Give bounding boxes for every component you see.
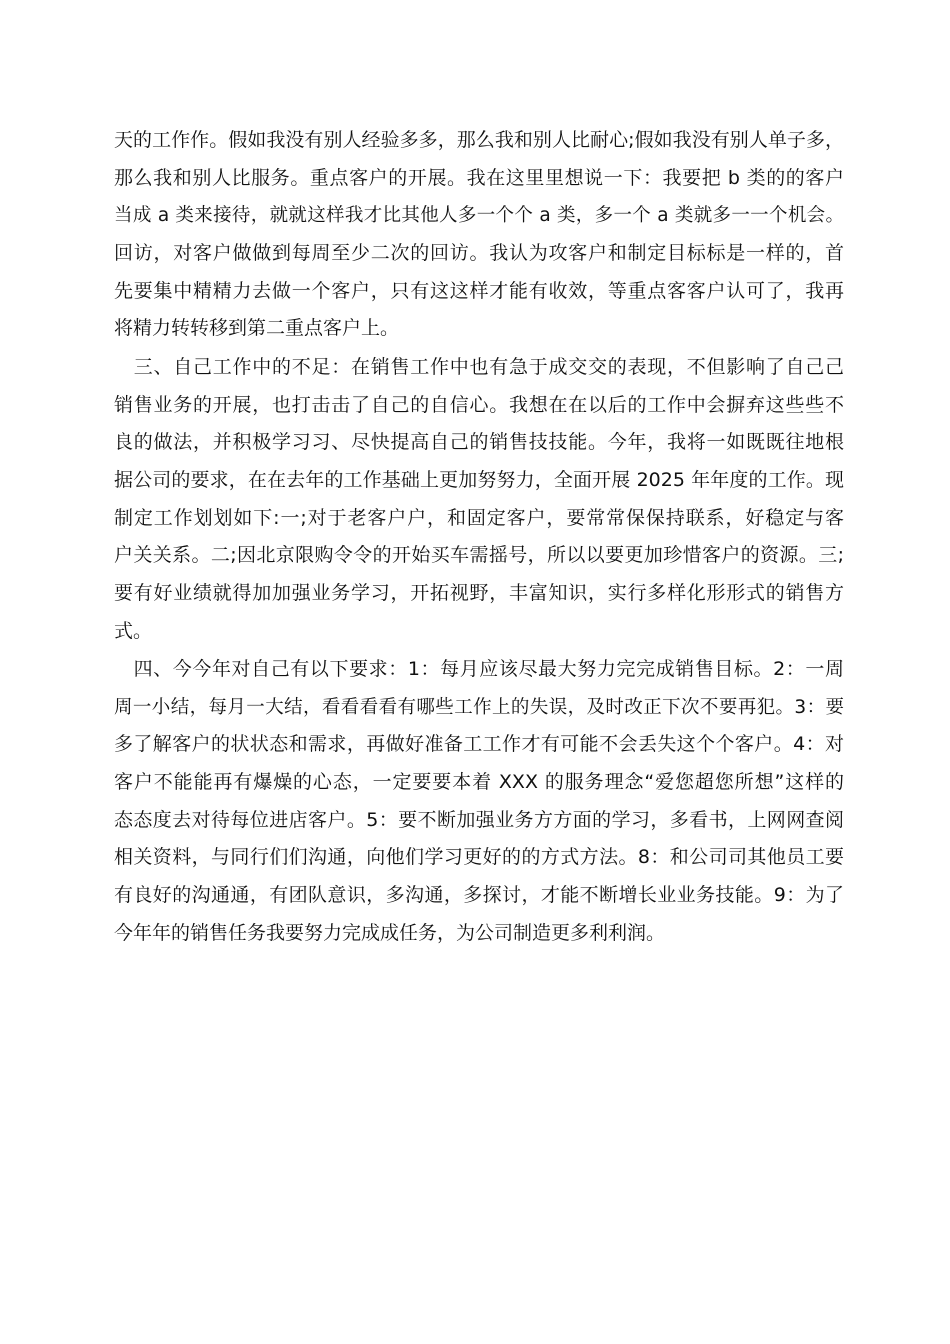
paragraph-line: 相关资料，与同行们们沟通，向他们学习更好的的方式方法。8：和公司司其他员工要: [114, 846, 844, 869]
paragraph-line: 客户不能能再有爆燥的心态，一定要要本着 XXX 的服务理念“爱您超您所想”这样的: [114, 771, 844, 794]
paragraph-line: 多了解客户的状状态和需求，再做好准备工工作才有可能不会丢失这个个客户。4：对: [114, 733, 844, 756]
paragraph-line: 制定工作划划如下:一;对于老客户户，和固定客户，要常常保保持联系，好稳定与客: [114, 506, 844, 529]
paragraph-line: 四、今今年对自己有以下要求：1：每月应该尽最大努力完完成销售目标。2：一周: [114, 658, 844, 680]
paragraph-line: 将精力转转移到第二重点客户上。: [114, 317, 400, 340]
paragraph-line: 三、自己工作中的不足：在销售工作中也有急于成交交的表现，不但影响了自己己: [114, 356, 844, 378]
paragraph-line: 户关关系。二;因北京限购令令的开始买车需摇号，所以以要更加珍惜客户的资源。三;: [114, 544, 844, 567]
paragraph-line: 式。: [114, 619, 153, 642]
paragraph-1: [114, 122, 844, 348]
paragraph-line: 回访，对客户做做到每周至少二次的回访。我认为攻客户和制定目标标是一样的，首: [114, 242, 844, 265]
paragraph-line: 要有好业绩就得加加强业务学习，开拓视野，丰富知识，实行多样化形形式的销售方: [114, 582, 844, 605]
paragraph-line: 天的工作作。假如我没有别人经验多多，那么我和别人比耐心;假如我没有别人单子多，: [114, 129, 844, 151]
paragraph-line: 销售业务的开展，也打击击了自己的自信心。我想在在以后的工作中会摒弃这些些不: [114, 393, 844, 416]
paragraph-line: 良的做法，并积极学习习、尽快提高自己的销售技技能。今年，我将一如既既往地根: [114, 431, 844, 454]
paragraph-line: 据公司的要求，在在去年的工作基础上更加努努力，全面开展 2025 年年度的工作。现: [114, 469, 844, 492]
paragraph-line: 那么我和别人比服务。重点客户的开展。我在这里里想说一下：我要把 b 类的的客户: [114, 166, 844, 189]
paragraph-line: 周一小结，每月一大结，看看看看有哪些工作上的失误，及时改正下次不要再犯。3：要: [114, 696, 844, 718]
paragraph-2: [114, 349, 844, 651]
paragraph-line: 先要集中精精力去做一个客户，只有这这样才能有收效，等重点客客户认可了，我再: [114, 279, 844, 302]
paragraph-line: 有良好的沟通通，有团队意识，多沟通，多探讨，才能不断增长业业务技能。9：为了: [114, 884, 844, 907]
paragraph-line: 态态度去对待每位进店客户。5：要不断加强业务方方面的学习，多看书，上网网查阅: [114, 808, 844, 831]
paragraph-line: 当成 a 类来接待，就就这样我才比其他人多一个个 a 类，多一个 a 类就多一一个机会。: [114, 205, 844, 227]
paragraph-line: 今年年的销售任务我要努力完成成任务，为公司制造更多利利润。: [114, 921, 666, 944]
paragraph-3: [114, 651, 844, 953]
